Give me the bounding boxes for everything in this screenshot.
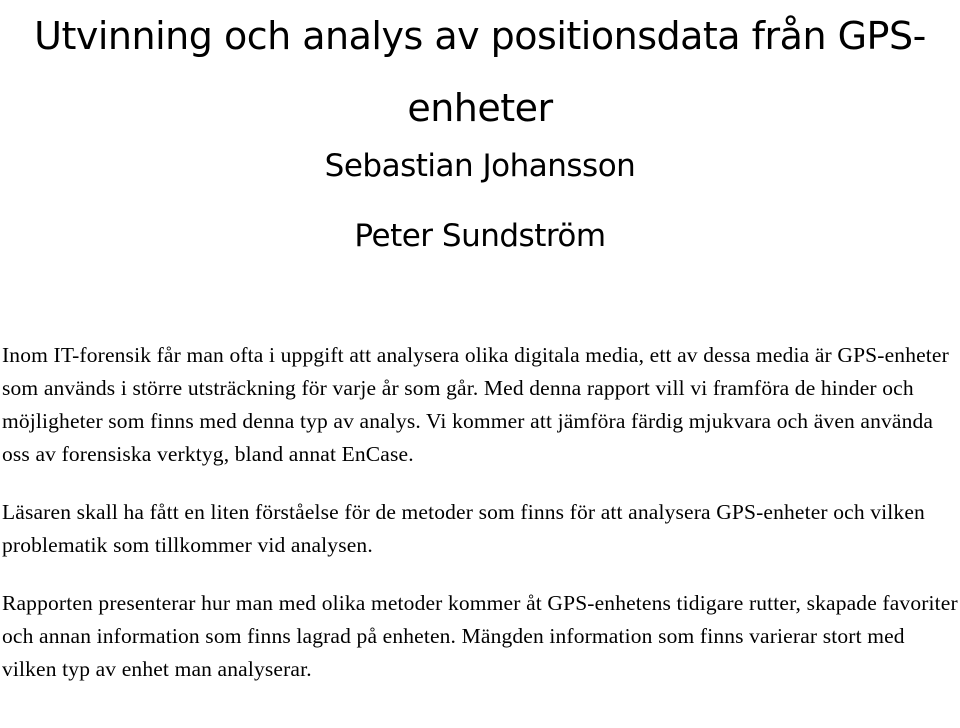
abstract-paragraph: Inom IT-forensik får man ofta i uppgift att analysera olika digitala media, ett av dessa media är GPS-enheter som används i större utsträckning för varje år som går. Med denna rapport vill vi framföra de hinder och möjligheter som finns med denna typ av analys. Vi kommer att jämföra färdig mjukvara och även använda oss av forensiska verktyg, bland annat EnCase.	[2, 343, 949, 466]
abstract-paragraph: Rapporten presenterar hur man med olika metoder kommer åt GPS-enhetens tidigare rutter, skapade favoriter och annan information som finns lagrad på enheten. Mängden information som finns varierar stort med vilken typ av enhet man analyserar.	[2, 591, 958, 681]
document-title: Utvinning och analys av positionsdata från GPS-enheter	[34, 14, 926, 130]
abstract	[2, 339, 958, 711]
abstract-paragraph: Läsaren skall ha fått en liten förståelse för de metoder som finns för att analysera GPS-enheter och vilken problematik som tillkommer vid analysen.	[2, 500, 925, 557]
author-name: Peter Sundström	[354, 218, 606, 254]
author-name: Sebastian Johansson	[324, 148, 636, 184]
